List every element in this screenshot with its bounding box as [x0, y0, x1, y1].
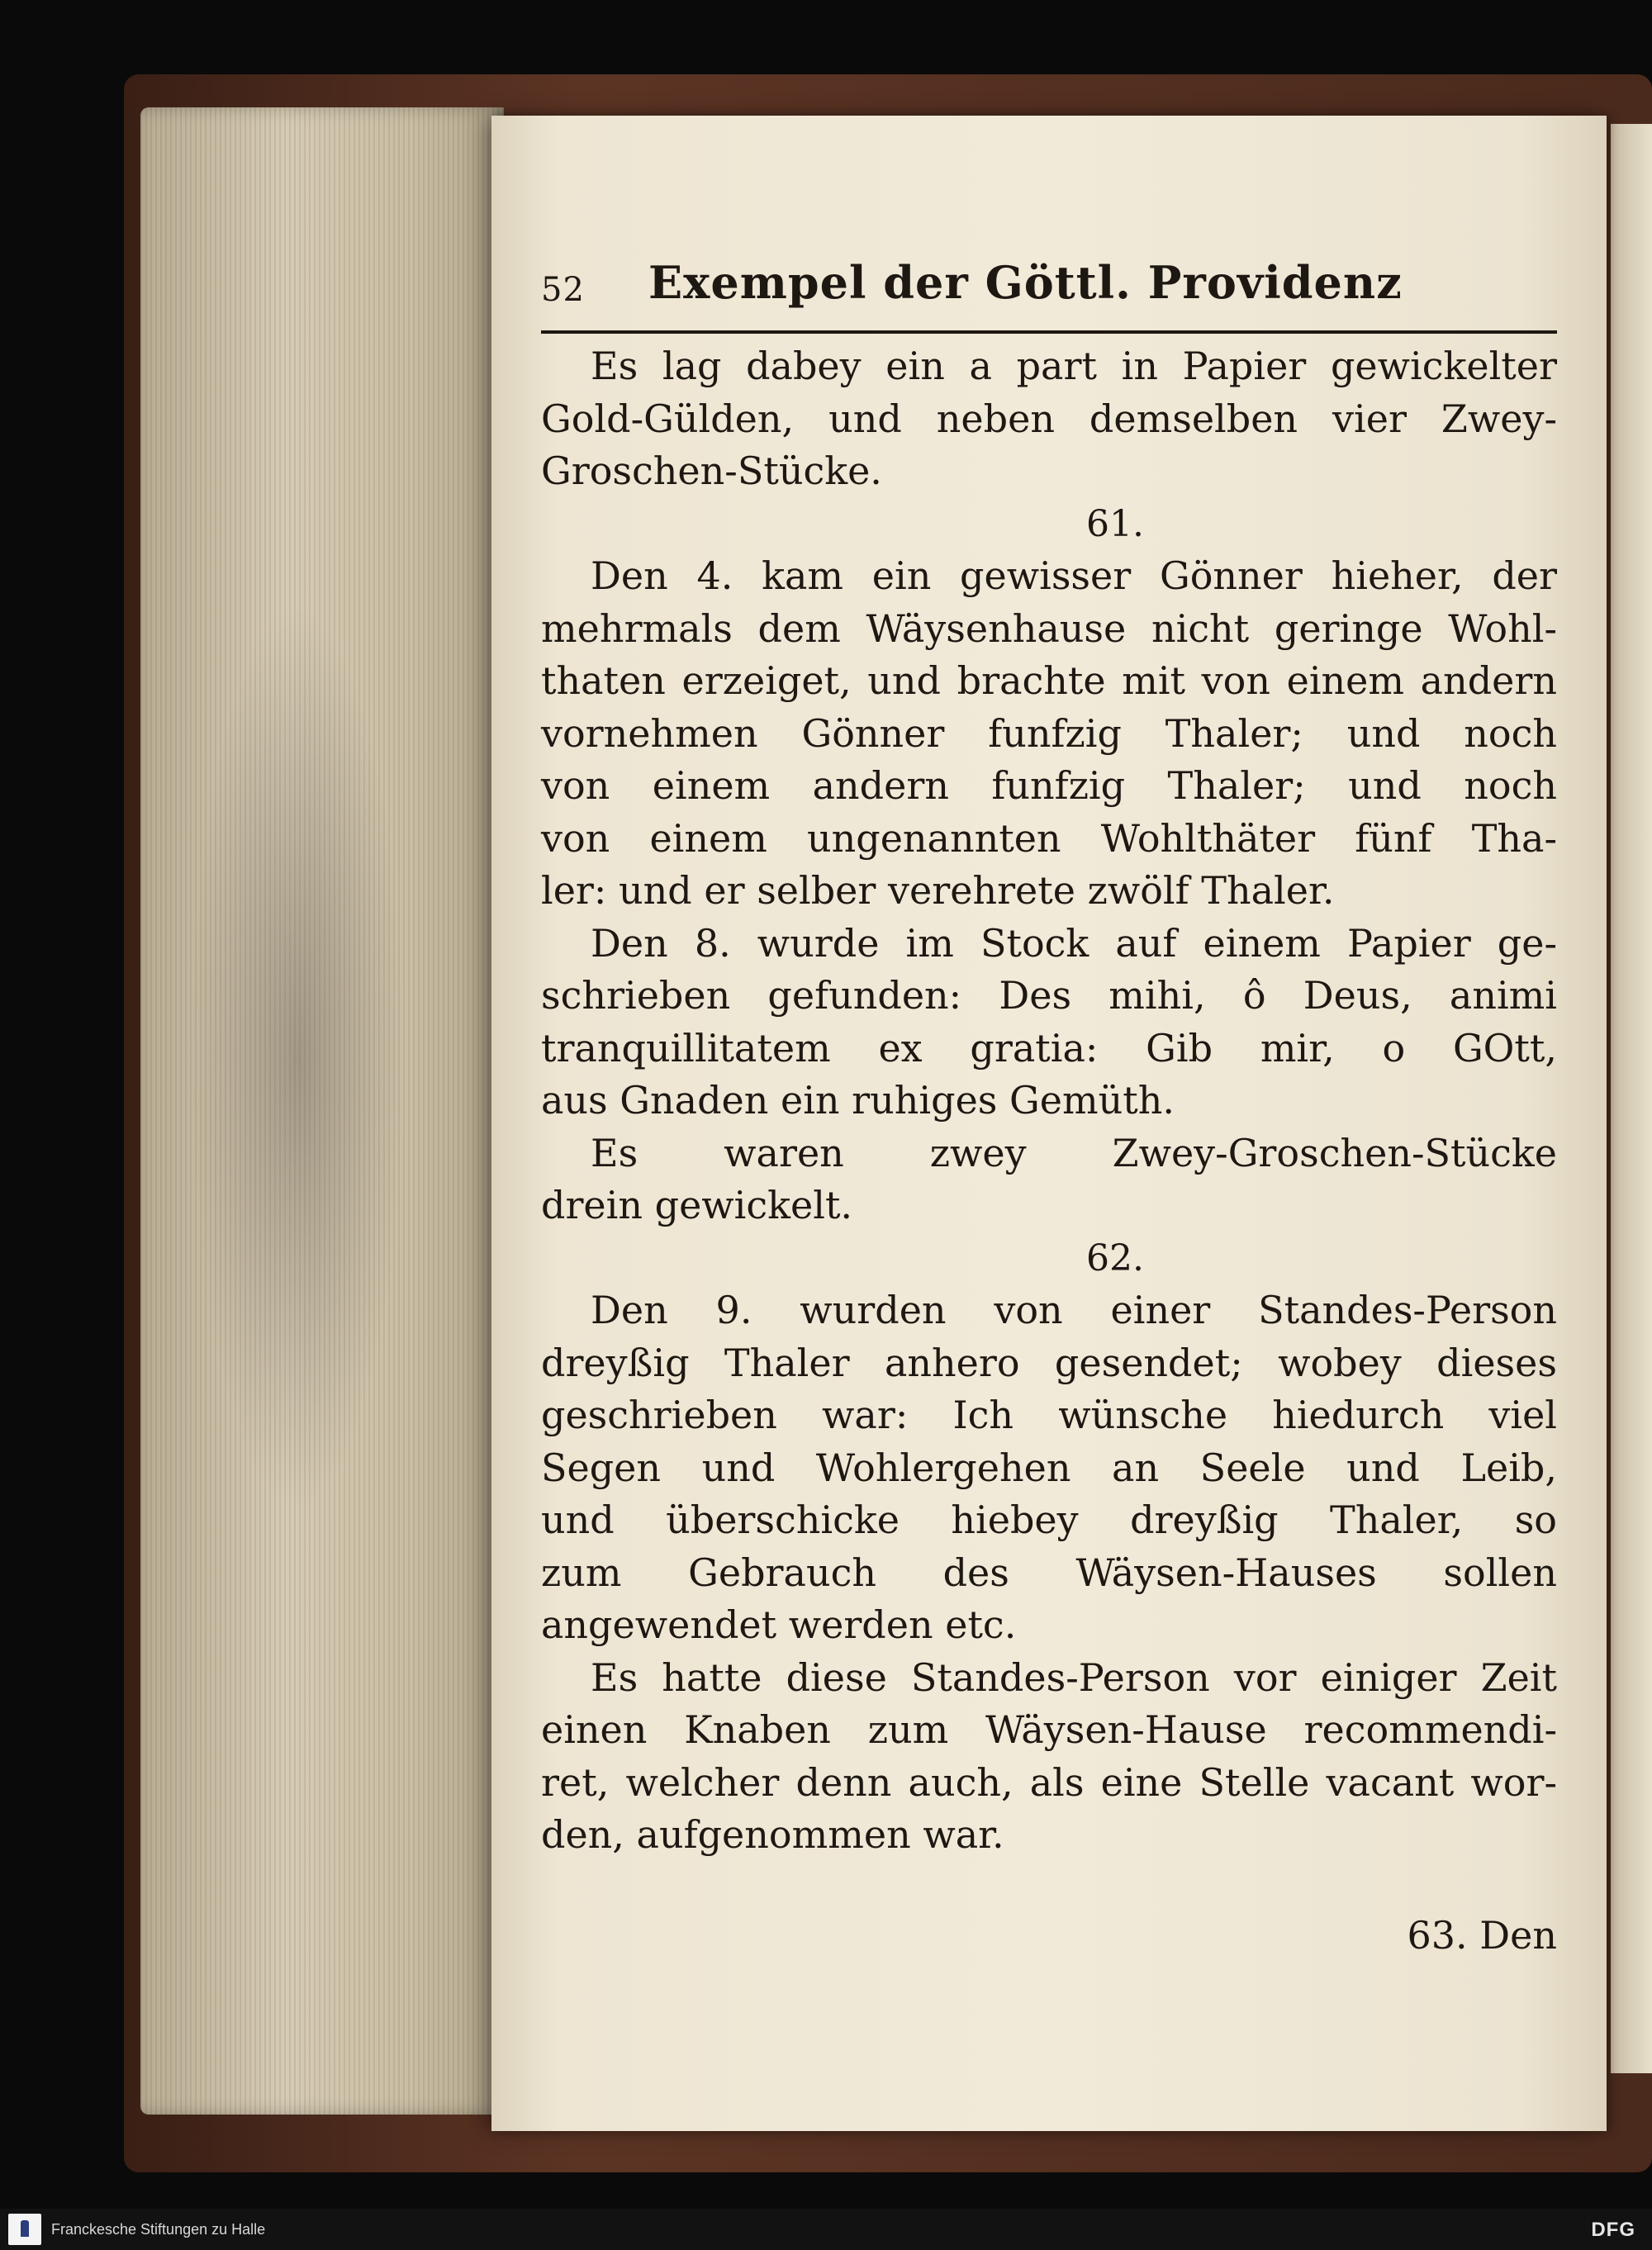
- text-line: Den 4. kam ein gewisser Gönner hieher, der: [591, 553, 1557, 598]
- text-line: und überschicke hiebey dreyßig Thaler, so: [541, 1498, 1557, 1542]
- text-line: einen Knaben zum Wäysen-Hause recommendi-: [541, 1707, 1557, 1752]
- text-line: Gold-Gülden, und neben demselben vier Zwey-: [541, 396, 1557, 441]
- text-line: zum Gebrauch des Wäysen-Hauses sollen: [541, 1550, 1557, 1595]
- text-line: tranquillitatem ex gratia: Gib mir, o GOtt,: [541, 1025, 1557, 1070]
- institution-logo-icon: [8, 2214, 41, 2245]
- edge-stain: [190, 603, 405, 1512]
- book-page: [491, 116, 1607, 2131]
- text-line: Es hatte diese Standes-Person vor einiger Zeit: [591, 1654, 1557, 1700]
- text-line: Es waren zwey Zwey-Groschen-Stücke: [591, 1130, 1557, 1175]
- text-line: von einem ungenannten Wohlthäter fünf Tha-: [541, 815, 1557, 861]
- text-line: angewendet werden etc.: [541, 1602, 1017, 1647]
- text-line: dreyßig Thaler anhero gesendet; wobey dieses: [541, 1340, 1557, 1385]
- viewer-footer: [0, 2209, 1652, 2250]
- institution-name: Franckesche Stiftungen zu Halle: [51, 2221, 266, 2238]
- text-line: Segen und Wohlergehen an Seele und Leib,: [541, 1445, 1557, 1490]
- text-line: Groschen-Stücke.: [541, 449, 882, 493]
- text-line: Den 9. wurden von einer Standes-Person: [591, 1288, 1557, 1332]
- page-text: [541, 256, 1557, 1962]
- text-line: Es lag dabey ein a part in Papier gewickelter: [591, 344, 1557, 388]
- text-line: von einem andern funfzig Thaler; und noch: [541, 763, 1557, 808]
- page-edges: [140, 107, 504, 2115]
- text-line: den, aufgenommen war.: [541, 1812, 1004, 1857]
- header-rule: [541, 330, 1557, 334]
- catchword: 63. Den: [1407, 1912, 1557, 1958]
- text-line: ret, welcher denn auch, als eine Stelle vacant wor-: [541, 1759, 1557, 1805]
- section-number: 61.: [1086, 502, 1144, 545]
- running-title: Exempel der Göttl. Providenz: [648, 256, 1403, 309]
- section-number: 62.: [1086, 1237, 1144, 1279]
- dfg-logo: DFG: [1591, 2219, 1635, 2241]
- text-line: aus Gnaden ein ruhiges Gemüth.: [541, 1078, 1175, 1123]
- text-line: mehrmals dem Wäysenhause nicht geringe Wohl-: [541, 605, 1557, 651]
- text-line: geschrieben war: Ich wünsche hiedurch viel: [541, 1393, 1557, 1437]
- text-line: Den 8. wurde im Stock auf einem Papier ge-: [591, 920, 1557, 966]
- text-line: vornehmen Gönner funfzig Thaler; und noch: [541, 710, 1557, 756]
- page-number: 52: [541, 271, 585, 309]
- text-line: schrieben gefunden: Des mihi, ô Deus, animi: [541, 973, 1557, 1018]
- page-header: [541, 256, 1557, 330]
- next-page-edge: [1611, 124, 1652, 2073]
- text-line: ler: und er selber verehrete zwölf Thaler.: [541, 868, 1335, 913]
- text-line: thaten erzeiget, und brachte mit von einem andern: [541, 658, 1557, 703]
- text-line: drein gewickelt.: [541, 1183, 853, 1227]
